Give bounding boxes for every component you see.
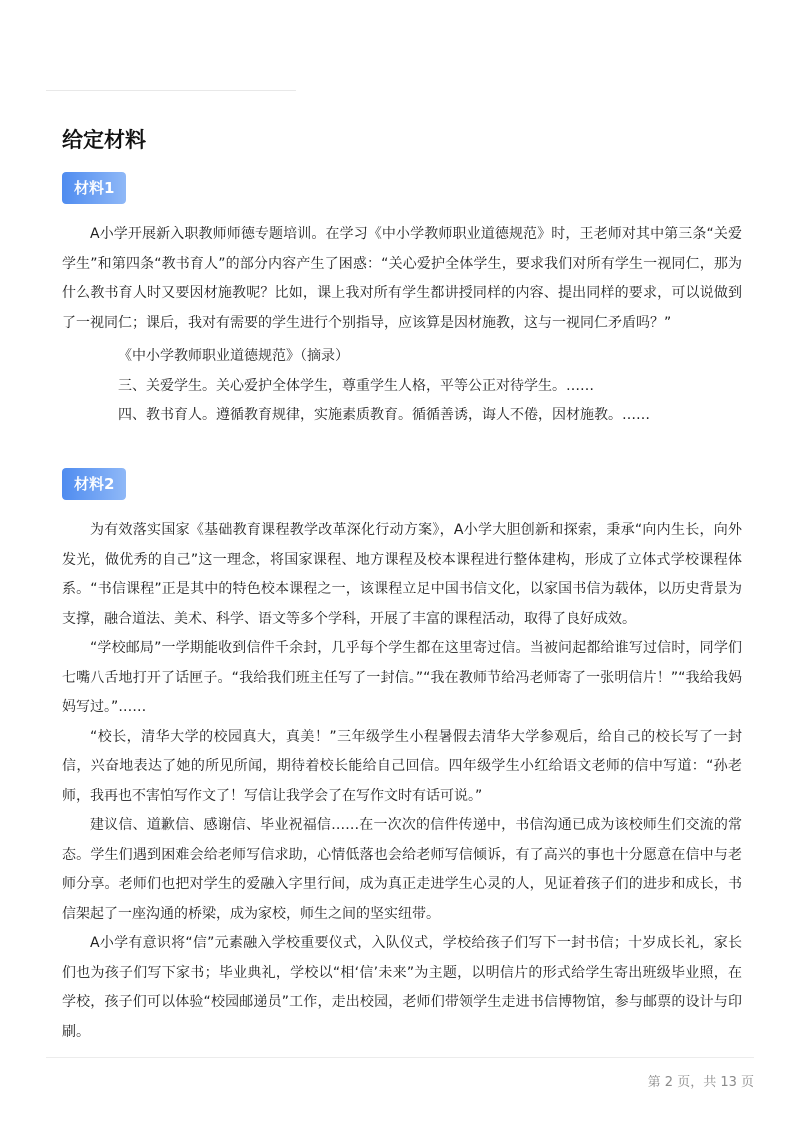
material-1-excerpt-title: 《中小学教师职业道德规范》（摘录） bbox=[118, 348, 349, 364]
material-2-paragraph: “学校邮局”一学期能收到信件千余封，几乎每个学生都在这里寄过信。当被问起都给谁写过信时，同学们七嘴八舌地打开了话匣子。“我给我们班主任写了一封信。”“我在教师节给冯老师寄了一张明信片！”“我给我妈妈写过。”…… bbox=[62, 640, 742, 715]
section-title: 给定材料 bbox=[62, 128, 146, 152]
material-2-paragraph: “校长，清华大学的校园真大，真美！”三年级学生小程暑假去清华大学参观后，给自己的校长写了一封信，兴奋地表达了她的所见所闻，期待着校长能给自己回信。四年级学生小红给语文老师的信中写道：“孙老师，我再也不害怕写作文了！写信让我学会了在写作文时有话可说。” bbox=[62, 728, 742, 804]
material-2-paragraph: 建议信、道歉信、感谢信、毕业祝福信……在一次次的信件传递中，书信沟通已成为该校师生们交流的常态。学生们遇到困难会给老师写信求助，心情低落也会给老师写信倾诉，有了高兴的事也十分愿意在信中与老师分享。老师们也把对学生的爱融入字里行间，成为真正走进学生心灵的人，见证着孩子们的进步和成长，书信架起了一座沟通的桥梁，成为家校，师生之间的坚实纽带。 bbox=[62, 817, 742, 922]
material-1-badge: 材料1 bbox=[62, 172, 126, 204]
material-1-paragraph: A小学开展新入职教师师德专题培训。在学习《中小学教师职业道德规范》时，王老师对其中第三条“关爱学生”和第四条“教书育人”的部分内容产生了困惑：“关心爱护全体学生，要求我们对所有学生一视同仁，那为什么教书育人时又要因材施教呢？比如，课上我对所有学生都讲授同样的内容、提出同样的要求，可以说做到了一视同仁；课后，我对有需要的学生进行个别指导，应该算是因材施教，这与一视同仁矛盾吗？” bbox=[62, 226, 742, 331]
material-1-excerpt-item: 三、关爱学生。关心爱护全体学生，尊重学生人格，平等公正对待学生。…… bbox=[118, 377, 594, 394]
material-2-paragraph: 为有效落实国家《基础教育课程教学改革深化行动方案》，A小学大胆创新和探索，秉承“向内生长，向外发光，做优秀的自己”这一理念，将国家课程、地方课程及校本课程进行整体建构，形成了立体式学校课程体系。“书信课程”正是其中的特色校本课程之一，该课程立足中国书信文化，以家国书信为载体，以历史背景为支撑，融合道法、美术、科学、语文等多个学科，开展了丰富的课程活动，取得了良好成效。 bbox=[62, 522, 742, 627]
material-2-text bbox=[62, 516, 742, 1047]
header-divider bbox=[46, 90, 296, 91]
material-2-paragraph: A小学有意识将“信”元素融入学校重要仪式，入队仪式，学校给孩子们写下一封书信；十岁成长礼，家长们也为孩子们写下家书；毕业典礼，学校以“相‘信’未来”为主题，以明信片的形式给学生寄出班级毕业照，在学校，孩子们可以体验“校园邮递员”工作，走出校园，老师们带领学生走进书信博物馆，参与邮票的设计与印刷。 bbox=[62, 935, 742, 1040]
material-1-excerpt-item: 四、教书育人。遵循教育规律，实施素质教育。循循善诱，诲人不倦，因材施教。…… bbox=[118, 407, 650, 423]
material-2-badge: 材料2 bbox=[62, 468, 126, 500]
page-number: 第 2 页，共 13 页 bbox=[647, 1075, 754, 1090]
footer-divider bbox=[46, 1057, 754, 1058]
material-1-text bbox=[62, 220, 742, 431]
